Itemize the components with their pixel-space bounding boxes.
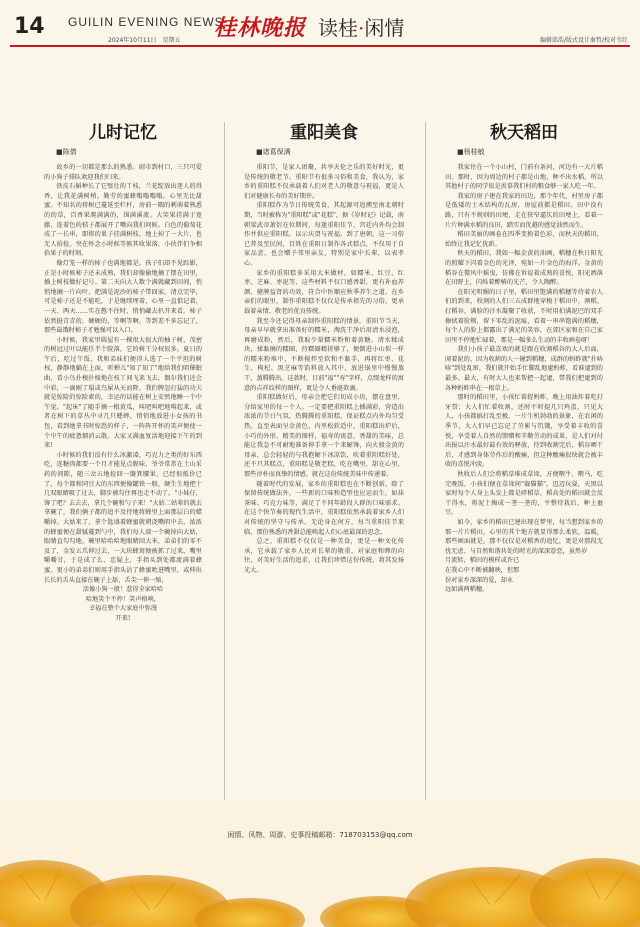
submission-email: 闲情、风物、周游、史事投稿邮箱：718703153@qq.com bbox=[227, 831, 413, 839]
paragraph-line: 月流转，稻田的模样或许已 bbox=[445, 557, 520, 565]
article-title: 重阳美食 bbox=[290, 123, 358, 143]
paragraph: 铁皮石斛种长了它壁壮的丫枝，兰花绽放出迷人的得香，让我花满树梢。勤劳的蜜蜂嗡嗡嗡嗡，心里无比甜蜜。不知名的将树已蔓延至栏杆，房前一隅的刺萌着熟悉的的草，百香果爬满满的，围满溪流。大笑果挂满于宽藤，连着色的桔子都展开了嘴向我们问候。白色的葡萄花成了一长串，即将的果子挂满树枝，地上掉了一大片，也无人拾捡。突在怀念小时候等候其收果落，小伙伴们争相拾果子的时刻。 bbox=[44, 183, 202, 258]
paragraph: 秋收后人们会将稻草堆成草垛，方便喂牛、喂马，吃完晚饭，小孩们便在草垛间"躲猫猫"，迈迈玩耍，天黑以家时每个人身上头发上都是碎稻草，稻高处的稻田就会反干得水，将泥土掏成一垄一垄的，平整待栽后，种上蚕豆。 bbox=[445, 471, 603, 517]
issue-date: 2024年10月11日 星期五 bbox=[108, 37, 181, 44]
paragraph: 我们小孩子最喜欢的就是跟在收割稻谷的大人后面，闻着泥的、因为收割的人一碰到稻穗，成群的蚂蚱就"扑哧哧"到处乱窜，我们就开始手忙脚乱地逮蚂蚱，看谁逮到的最多。最大，有时大人也来帮把一起逮，带我们把逮到的各种蚂蚱串在一根草上。 bbox=[445, 346, 603, 392]
paper-english-name: GUILIN EVENING NEWS bbox=[68, 15, 224, 29]
paragraph-line: 份对家乡深深的爱，却永 bbox=[445, 576, 514, 584]
article-chongyang-food bbox=[244, 118, 404, 576]
paragraph: 故乡的一切都是那么的熟悉。闹市到村口，三只可爱的小狗子排队欢迎我们归来。 bbox=[44, 164, 202, 181]
paragraph: 重阳糕作为节日传统美食，其起源可追溯至南北朝时期，当时被称为"重阳糕"或"花糕"，据《岁时记》记载，南朝梁武帝萧衍在位期间，每逢重阳佳节，宫廷内外均会制作并供应重阳糕，以示庆贺与祝福。到了唐朝，这一习俗已普及至民间，百姓在重阳日制作各式糕点，不仅用于自家品尝，也会赠予邻里亲友，特别是家中长辈，以表孝心。 bbox=[244, 202, 404, 267]
paragraph: 我家住在一个小山村，门前有条河，河边有一大片稻田。那时，因为周边的村子都是山地，种不出水稻，所以其他村子的同学很是羡慕我们村的粮食够一家人吃一年。 bbox=[445, 164, 603, 191]
section-name: 闲情 bbox=[364, 16, 405, 40]
section-title bbox=[318, 12, 404, 41]
article-body bbox=[244, 163, 404, 576]
paragraph: 总之，重阳糕不仅仅是一种美食，更是一种文化传承，它承载了家乡人民对长辈的敬重，对家庭和睦的向往，对美好生活的追求，让我们珍惜这份传统，将其发扬光大。 bbox=[244, 538, 404, 574]
paragraph: 家乡的重阳糕多采用大米做材，如糯米、红豆、红枣、芝麻、枣泥等，这些材料不仅口感香甜，更有补血养颜、健脾益肾的功效，符合中医顺应秋季养生之道。在乡亲们的眼里，制作重阳糕不仅仅是传承祖先的习俗，更承载着亲情、敬老的优良传统。 bbox=[244, 269, 404, 315]
article-byline: ■诸葛保满 bbox=[256, 148, 291, 156]
masthead-rule bbox=[10, 45, 630, 47]
paragraph-line: 在我心中不断被翻映，但那 bbox=[445, 566, 520, 574]
paragraph-line: 哈地笑个不停！笑声格唤， bbox=[85, 595, 161, 603]
article-title: 秋天稻田 bbox=[490, 123, 558, 143]
section-dot: · bbox=[358, 16, 365, 40]
article-title: 儿时记忆 bbox=[89, 123, 157, 143]
article-autumn-paddy bbox=[445, 118, 603, 595]
column-divider bbox=[425, 122, 426, 802]
paragraph: 那时的稻田里，小孩忙着捉蚂蚱，晚上用油炸着吃打牙祭；大人们忙着收割，还时不时提几只鸡蛋，只见大人，小孩都搞打乱至极，一片生机勃勃的景象，在农闲的季节，大人们早已忘记了劳累与饥饿，享受着丰收的喜悦，享受着人自然的馈赠和辛勤劳动的成果，是人们对付出报以汗水最好最有效的释放，待到收割完后，稻谷晒干后，才感到身体劳作后的酸痛，但这种酸痛很快就会被丰收的喜悦冲淡。 bbox=[445, 394, 603, 469]
paragraph: 如今，家乡的稻田已建出现在梦里，每当想到家乡的那一片片稻田，心里的其个地方就显得那么柔软，温暖，那些画面就是，那不仅仅是对稻香的追忆，更是对那段无忧无虑、与自然和谐共处的时光的深深眷恋，虽然岁 bbox=[445, 518, 603, 555]
paragraph: 小时候，我家里圆屋有一棵很大很大的柚子树，茂密的树冠过叶以能任半个院落，它的树干分权很多。夏日的午后，吃过午饭，我和弟妹们便得人选了一个平坦的树权，静静地躺在上面，听蝉儿"知了知了"地给我们唱催眠曲，看小鸟扑梭扑棱地在枝丫间飞来飞去，偶尔我们还会中彩，一滴刚了塌或鸟屎从天而降，我们脾忽打猛的功夫就是惊险的惊险素的，幸运的话能在树上安然地睡一个中午觉。"起床"了随手摘一根黄瓜，叫吧叫吧地啃起来，或者在树下的草丛中寻几只蟋蟀，悄悄地放进小女孩的书包，看到她拿书时惊恐的样子，一阵阵开怀的笑声便使一个中午的疲惫烟消云散。大家又满血复活地迎接下午的到来! bbox=[44, 336, 202, 450]
paragraph: 小时候的我们没有什么冰激凌、巧克力之类的好东西吃，连糖肉都要一个月才能见点腥味，爷爷常常在土山采药的间隙，随三岔五地捡回一簸箕腰果，已经很抵价已了，每个都和同豆大的东西便像罐铁一般，硬生生地把十几双眼睛吸了过去，脚步被勾住再也走不动了。"小妹仔，馋了吧？去去去，拿几个碗和勺子来！"大姑二姑辈的就去拿碗了，我们俩子都的追不及待地将蜂里上面那层白的蜡嚼掉。大姑来了，拿个匙盛着蜂蜜就朝浇嘴唱中去，浓浓的蜂蜜便在甜腻蔓到勺中，我们每人端一个碗掉向大姑，眼睛直勾勾地，碗里哈哈哈地眼睛回大米，弟弟们的零不及了，金发五爪伸过去，一大块蜂窝便被抓了过来，嘴里嚼嚼甘，于是成了么、忠疑上，手指头到处都流满着蜂蜜。更小的弟弟们则用手指头沾了蜂蜜吮进嘴里，或伸出长长的舌头直接在碗子上舔，舌尖一伸一缩， bbox=[44, 451, 202, 584]
paragraph-line: 幸福在整个大家庭中弥漫 bbox=[88, 605, 158, 613]
editor-credits: 编辑邱浩/版式设计秦哲/校对韦红 bbox=[539, 37, 628, 44]
article-byline: ■陈倩 bbox=[56, 148, 77, 156]
paragraph: 稻田美丽的画卷在四季变换着色彩，而秋天的稻田，始终让我记忆犹新。 bbox=[445, 231, 603, 248]
paragraph: 在阳光明媚的日子里，稻田里饱满的稻穗等待着农人们的到来，收割的人们三五成群地穿梭于稻田中，割稻、打稻谷，满脸的汗水凝聚了收获，不时用拍满泥巴的双手擦拭着脸颊，留下零乱的泥痕，看着一串串饱满的稻穗，每个人的脸上都露出了满足的笑容，在郊区家和在自己家田里不停地忙碌着，那是一幅多么生动的丰收画卷呀！ bbox=[445, 288, 603, 344]
paragraph: 我家的房子建在我家的田边，那个年代，村里房子都是低矮的土木结构的瓦房，房屋前都是稻田。田中没有路，只有不规则的田埂，走在狭窄逼仄的田埂上，看着一片片种满水稻的良田，踏实而优越的感觉油然而生。 bbox=[445, 192, 603, 229]
article-byline: ■杨桂敏 bbox=[457, 148, 485, 156]
paragraph-line: 活像小狗一般！惹得全家哈哈 bbox=[82, 586, 164, 594]
column-divider bbox=[224, 122, 225, 802]
article-body bbox=[445, 163, 603, 595]
page-number: 14 bbox=[14, 14, 45, 39]
masthead bbox=[0, 0, 640, 46]
paragraph: 秋天的稻田，我如一幅金黄的油画，稻穗在秋日阳光的照耀下闪着金色的光泽，宛如一片金色的海洋。金黄的稻谷在微风中摇曳，仿佛在诉说着成熟的喜悦，阳光洒落在田野上，闪烁着醉椿的光芒，令人陶醉。 bbox=[445, 250, 603, 287]
paragraph: 重阳节，是家人团聚，共享天伦之乐的美好时光，更是传统的敬老节。重阳节有很多习俗和美食，我认为，家乡的重阳糕不仅承载着人们对老人的敬意与祝福，更是人们对健康长寿的美好期许。 bbox=[244, 164, 404, 200]
chrysanthemum-illustration bbox=[0, 800, 640, 927]
paragraph: 像灯笼一样的柿子也满地都是。孩子们却不见踪影，正是小时候柿子还未成熟，我们却像偷地摘了摆在田里，插上树枝做好记号。第二天向大人数个满就藏到田间，悄悄地摘一片向叶，把满是泥沙的柿子带回家。清点完毕，可是柿子还是不能吃，于是继续埋着，心里一直惦记着，一天、两天……实在憋不住时，悄悄藏去扒开来看。柿子依然挺青青的，硬硬的，等啊等啊，等到差不多忘记了，那些最饿时柿子才勉强可以入口。 bbox=[44, 259, 202, 335]
paper-logo: 桂林晚报 bbox=[214, 15, 307, 41]
section-prefix: 读桂 bbox=[318, 16, 358, 40]
paragraph-line: 开来! bbox=[115, 614, 131, 622]
paragraph: 随着时代的发展，家乡的重阳糕也在不断创新，除了保留传统做法外，一些新的口味和造型也应运而生，如抹茶味、巧克力味等，满足了不同年龄段人群的口味需求。在这个快节奏的现代生活中，重阳糕依然承载着家乡人们对传统的坚守与传承，无论身在何方，每当重阳佳节来临，那份熟悉的香甜总能唤起人们心底最深的思念。 bbox=[244, 480, 404, 536]
article-body bbox=[44, 163, 202, 624]
paragraph: 重阳糕做好后，母亲会把它们切成小块，摆在盘里，分给家里的每一个人。一定要把重阳糕上插满彩，营造出浓浓的节日气氛，热腾腾的重阳糕，保证糕点内外均匀受热。直至表面呈金黄色，内里松软适中，重阳糕出炉后，小巧的外形，精美的图样，福寿的寓意，香甜的美味，总能让我急不可耐地准备伸手拿一个来解馋，向火般金黄的母亲，总会轻轻的与我抱解下冰凉饮，吹着重阳糕好处，还不只其糕点，重阳糕是敬老糕，吃在嘴里，甜在心里，那些淳朴而真挚的情感，就在这份传统美味中传递着。 bbox=[244, 394, 404, 478]
paragraph-line: 远如满两稻穗。 bbox=[445, 586, 489, 594]
article-childhood-memories bbox=[44, 118, 202, 624]
paragraph: 我至今还记得母亲制作重阳糕的情景。重阳节当天，母亲早早就拿出准备好的糯米，淘洗干净后用清水浸泡，再磨成粉，然后，我取少量糯米粉和着黄糖，清水糅成块，揉黏摘的糯圈，待糯圈精搓够了，便倒进小山似一样的糯米粉堆中，不断搅拌至软和不黏手，再将红枣、花生、枸杞、黑芝麻等馅料放入其中，放进锅里中慢慢蒸干，蒸腾腾出。这款时，目前"福""寿"字样，点缀龙样的寓意的吉祥纹样的图样，更是令人垂涎欲滴。 bbox=[244, 317, 404, 392]
